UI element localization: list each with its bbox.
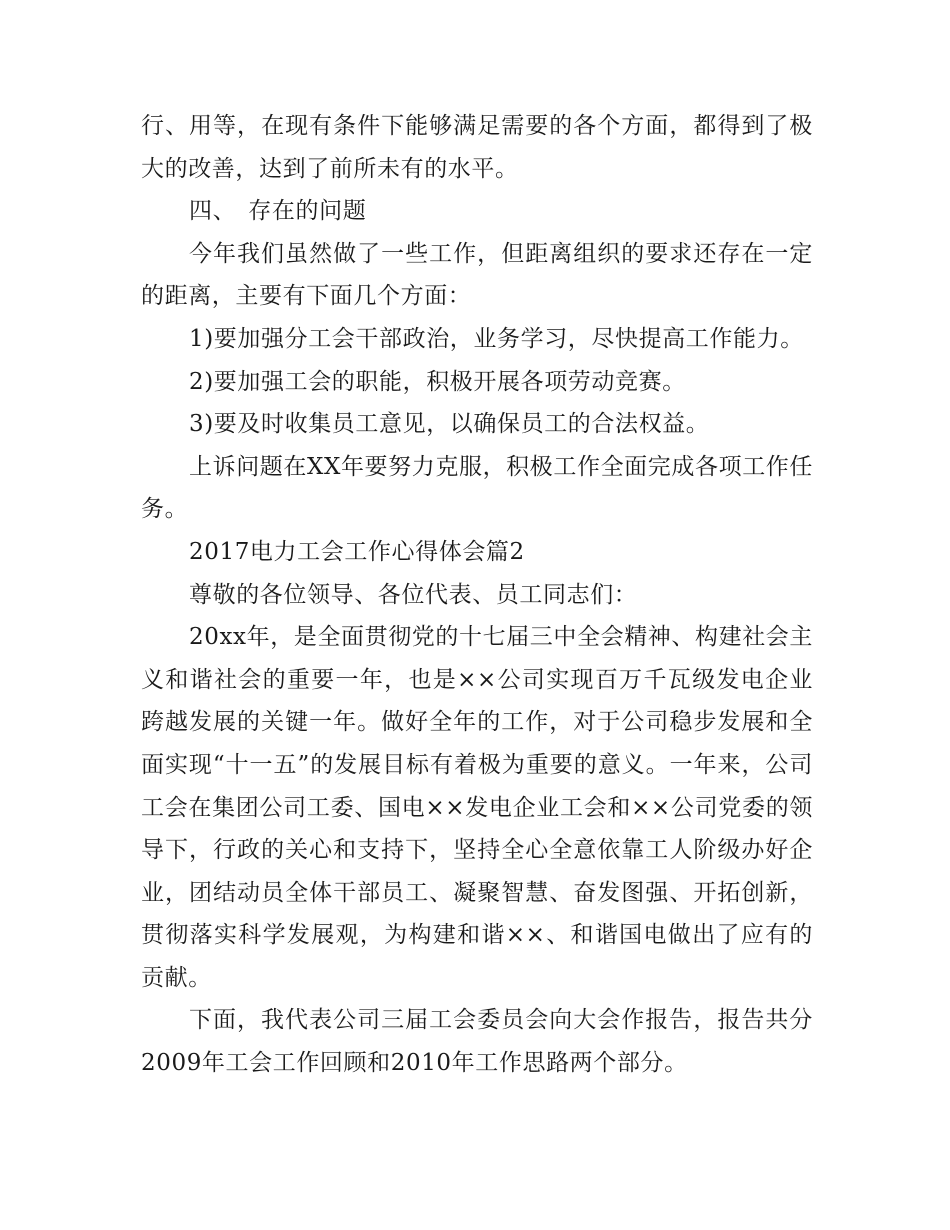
list-item-3: 3)要及时收集员工意见，以确保员工的合法权益。 [189,411,710,438]
list-item-1: 1)要加强分工会干部政治，业务学习，尽快提高工作能力。 [189,325,804,352]
paragraph-problems-intro: 今年我们虽然做了一些工作，但距离组织的要求还存在一定的距离，主要有下面几个方面： [141,240,813,310]
paragraph-year-summary: 20xx年，是全面贯彻党的十七届三中全会精神、构建社会主义和谐社会的重要一年，也是××公司实现百万千瓦级发电企业跨越发展的关键一年。做好全年的工作，对于公司稳步发展和全面实现“十一五”的发展目标有着极为重要的意义。一年来，公司工会在集团公司工委、国电××发电企业工会和××公司党委的领导下，行政的关心和支持下，坚持全心全意依靠工人阶级办好企业，团结动员全体干部员工、凝聚智慧、奋发图强、开拓创新，贯彻落实科学发展观，为构建和谐××、和谐国电做出了应有的贡献。 [141,624,814,991]
section-heading-problems: 四、 存在的问题 [189,198,367,225]
paragraph-report-outline: 下面，我代表公司三届工会委员会向大会作报告，报告共分 2009年工会工作回顾和2010年工作思路两个部分。 [141,1007,813,1077]
article-title-part-2: 2017电力工会工作心得体会篇2 [189,538,525,565]
paragraph-conclusion: 上诉问题在XX年要努力克服，积极工作全面完成各项工作任务。 [141,453,813,523]
list-item-2: 2)要加强工会的职能，积极开展各项劳动竞赛。 [189,368,686,395]
paragraph-continuation: 行、用等，在现有条件下能够满足需要的各个方面，都得到了极大的改善，达到了前所未有的水平。 [141,113,813,182]
document-body [141,105,813,1085]
salutation: 尊敬的各位领导、各位代表、员工同志们： [189,581,638,608]
